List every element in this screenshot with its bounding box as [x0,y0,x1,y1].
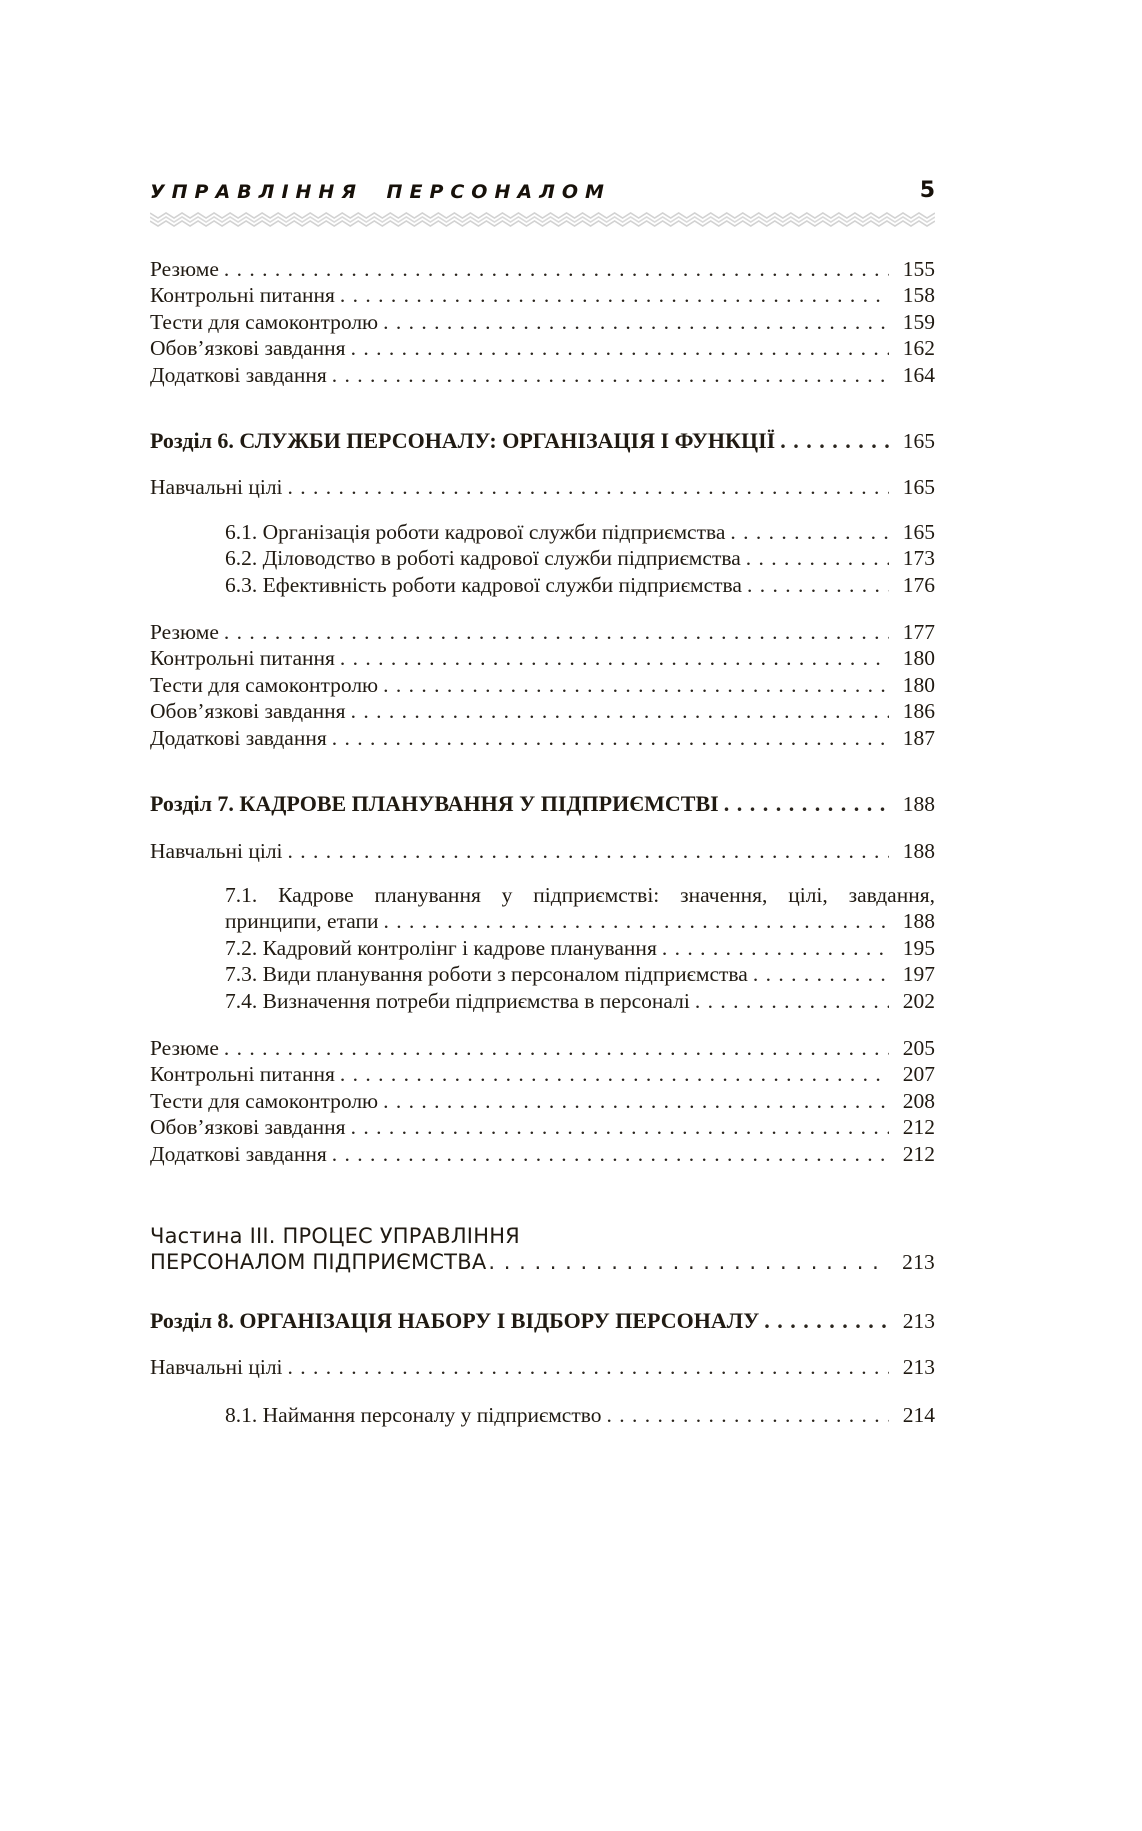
dot-leader [775,428,889,454]
toc-entry-page: 165 [902,475,935,500]
toc-entry-label: Додаткові завдання [150,725,327,750]
toc-entry-page: 197 [902,962,935,987]
dot-leader [327,1141,889,1167]
toc-entry [150,309,935,335]
dot-leader [742,572,889,598]
dot-leader [346,698,889,724]
toc-entry-label: Розділ 6. СЛУЖБИ ПЕРСОНАЛУ: ОРГАНІЗАЦІЯ І ФУНКЦІЇ [150,428,776,454]
toc-chapter-entry [150,791,935,817]
toc-entry-label: Резюме [150,620,219,645]
toc-entry [150,1402,935,1428]
zigzag-divider [150,210,935,228]
toc-entry-page: 155 [902,257,935,281]
dot-leader [283,838,889,864]
toc-entry-page: 187 [902,725,935,750]
table-of-contents [150,228,935,1428]
toc-entry [150,1061,935,1087]
dot-leader [219,256,889,282]
toc-entry-multiline [150,882,935,935]
toc-entry [150,282,935,308]
toc-entry-page: 207 [902,1062,935,1087]
toc-entry-label: Навчальні цілі [150,1355,283,1380]
toc-entry-label: 8.1. Наймання персоналу у підприємство [225,1402,602,1427]
toc-entry-label: Тести для самоконтролю [150,1088,379,1113]
dot-leader [741,545,889,571]
toc-entry-label: Контрольні питання [150,283,335,308]
page-header [150,178,935,203]
toc-chapter-entry [150,428,935,454]
toc-entry [150,961,935,987]
toc-entry-label: Додаткові завдання [150,362,327,387]
book-title: УПРАВЛІННЯ ПЕРСОНАЛОМ [150,181,611,203]
toc-entry [150,572,935,598]
toc-entry [150,698,935,724]
toc-entry-label: Резюме [150,1035,219,1060]
toc-entry-label: ПЕРСОНАЛОМ ПІДПРИЄМСТВА [150,1250,487,1275]
dot-leader [378,672,889,698]
toc-entry-page: 212 [902,1115,935,1140]
toc-entry [150,545,935,571]
toc-entry-page: 186 [902,699,935,724]
toc-entry-label: Резюме [150,257,219,281]
toc-entry-continuation [150,1249,935,1275]
toc-entry-label: 7.3. Види планування роботи з персоналом підприємства [225,962,748,987]
toc-entry-page: 188 [902,792,935,817]
toc-entry [150,1035,935,1061]
dot-leader [748,961,889,987]
toc-entry-label: 6.2. Діловодство в роботі кадрової служби підприємства [225,546,741,571]
dot-leader [283,474,889,500]
book-page [150,178,935,1428]
dot-leader [486,1249,889,1275]
toc-entry [150,935,935,961]
toc-entry [150,474,935,500]
toc-entry-page: 208 [902,1088,935,1113]
toc-entry-page: 165 [902,429,935,454]
toc-entry-page: 159 [902,309,935,334]
toc-entry [150,838,935,864]
toc-entry-label: 6.3. Ефективність роботи кадрової служби підприємства [225,572,742,597]
toc-entry [150,645,935,671]
toc-entry [150,519,935,545]
toc-entry-label: Тести для самоконтролю [150,672,379,697]
toc-entry-page: 188 [902,909,935,934]
toc-entry-page: 213 [902,1355,935,1380]
dot-leader [335,1061,889,1087]
toc-entry-page: 165 [902,519,935,544]
toc-entry-page: 180 [902,672,935,697]
toc-entry [150,619,935,645]
toc-entry-page: 213 [902,1250,935,1275]
toc-entry-label: Обов’язкові завдання [150,1115,346,1140]
toc-entry-continuation [225,908,935,934]
toc-entry-page: 202 [902,988,935,1013]
toc-entry-page: 173 [902,546,935,571]
dot-leader [690,988,889,1014]
toc-entry-label: Обов’язкові завдання [150,699,346,724]
dot-leader [219,1035,889,1061]
toc-entry-page: 164 [902,362,935,387]
toc-entry-page: 205 [902,1035,935,1060]
toc-entry-page: 158 [902,283,935,308]
toc-entry-page: 195 [902,935,935,960]
toc-entry-label: Розділ 8. ОРГАНІЗАЦІЯ НАБОРУ І ВІДБОРУ ПЕРСОНАЛУ [150,1307,760,1333]
toc-entry-label: Тести для самоконтролю [150,309,379,334]
toc-entry [150,1114,935,1140]
toc-entry-label: Обов’язкові завдання [150,336,346,361]
toc-entry-page: 212 [902,1141,935,1166]
toc-entry [150,672,935,698]
dot-leader [283,1354,889,1380]
toc-entry [150,725,935,751]
toc-entry [150,335,935,361]
toc-entry [150,1141,935,1167]
dot-leader [379,908,889,934]
dot-leader [327,725,889,751]
dot-leader [378,309,889,335]
toc-entry-label: Контрольні питання [150,646,335,671]
toc-entry-label: Навчальні цілі [150,475,283,500]
toc-entry-label: Навчальні цілі [150,838,283,863]
dot-leader [346,335,889,361]
dot-leader [219,619,889,645]
dot-leader [719,791,889,817]
toc-entry [150,1354,935,1380]
toc-entry-page: 180 [902,646,935,671]
dot-leader [378,1088,889,1114]
toc-entry-label: Контрольні питання [150,1062,335,1087]
toc-entry-page: 188 [902,838,935,863]
dot-leader [335,282,889,308]
toc-entry-label: 7.4. Визначення потреби підприємства в персоналі [225,988,690,1013]
dot-leader [602,1402,890,1428]
toc-entry-page: 176 [902,572,935,597]
toc-part-heading [150,1223,935,1276]
toc-entry-label: 7.1. Кадрове планування у підприємстві: значення, цілі, завдання, [225,882,935,907]
dot-leader [335,645,889,671]
dot-leader [346,1114,889,1140]
toc-entry [150,1088,935,1114]
toc-chapter-entry [150,1308,935,1334]
dot-leader [725,519,889,545]
toc-entry [150,362,935,388]
toc-entry-label: 6.1. Організація роботи кадрової служби підприємства [225,519,726,544]
toc-entry-label: 7.2. Кадровий контролінг і кадрове планування [225,935,657,960]
toc-entry [150,988,935,1014]
dot-leader [327,362,889,388]
toc-entry-label: Додаткові завдання [150,1141,327,1166]
toc-entry [150,256,935,282]
toc-entry-label: Частина III. ПРОЦЕС УПРАВЛІННЯ [150,1223,520,1248]
toc-entry-page: 214 [902,1402,935,1427]
toc-entry-label: Розділ 7. КАДРОВЕ ПЛАНУВАННЯ У ПІДПРИЄМСТВІ [150,791,719,817]
toc-entry-label: принципи, етапи [225,909,379,934]
page-number: 5 [919,178,935,203]
dot-leader [657,935,889,961]
dot-leader [759,1308,889,1334]
toc-entry-page: 162 [902,336,935,361]
toc-entry-page: 213 [902,1308,935,1333]
toc-entry-page: 177 [902,620,935,645]
